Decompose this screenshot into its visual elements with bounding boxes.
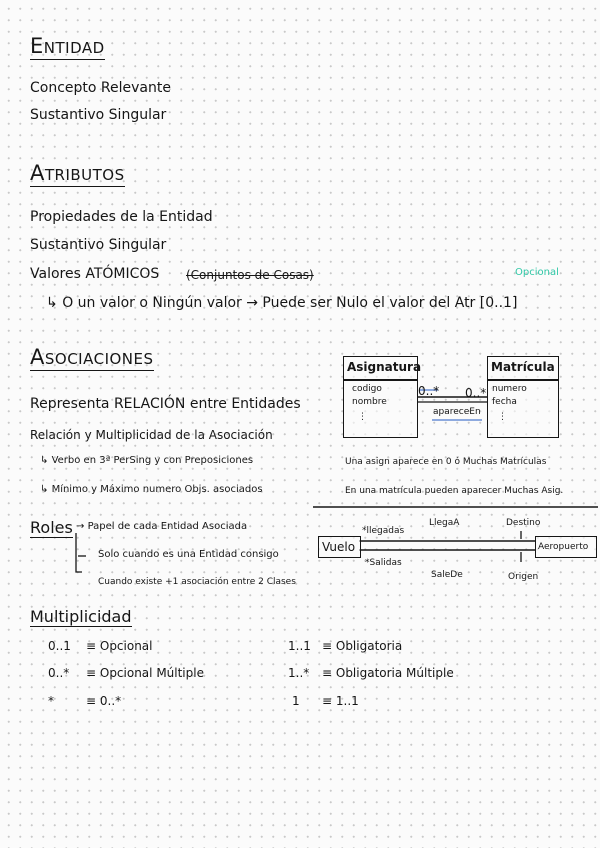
uml-attr-ellipsis: ⋮ <box>358 412 367 422</box>
mult-value: ≡ Obligatoria Múltiple <box>322 666 454 680</box>
roles-sub-1: Solo cuando es una Entidad consigo <box>98 549 279 560</box>
mult-key: 1..* <box>288 666 310 680</box>
roles-desc <box>76 522 247 532</box>
mult-key: 1..1 <box>288 639 311 653</box>
uml-mult-right: 0..* <box>465 386 487 400</box>
mult-value: ≡ Opcional <box>86 639 153 653</box>
assoc-saleDe: SaleDe <box>431 570 463 580</box>
uml-attr-fecha: fecha <box>492 397 517 407</box>
roles-sub-2: Cuando existe +1 asociación entre 2 Clases <box>98 577 296 587</box>
asociaciones-sub-1-text: Verbo en 3ª PerSing y con Preposiciones <box>51 455 254 466</box>
entidad-line-1: Concepto Relevante <box>30 80 171 96</box>
asociaciones-line-2: Relación y Multiplicidad de la Asociación <box>30 428 273 442</box>
opcional-label: Opcional <box>515 267 559 278</box>
uml-note-1: Una asign aparece en 0 ó Muchas Matrículas <box>345 457 547 467</box>
mult-key: 0..* <box>48 666 70 680</box>
role-origen: Origen <box>508 572 539 582</box>
asociaciones-line-1: Representa RELACIÓN entre Entidades <box>30 396 301 412</box>
heading-asociaciones: Asociaciones <box>30 345 154 369</box>
atributos-tachado: (Conjuntos de Cosas) <box>186 268 314 282</box>
mult-value: ≡ 0..* <box>86 694 122 708</box>
entidad-line-2: Sustantivo Singular <box>30 107 167 123</box>
arrow-l-icon: ↳ <box>40 484 52 495</box>
atributos-nulo-text: O un valor o Ningún valor → Puede ser Nulo el valor del Atr [0..1] <box>62 295 518 311</box>
uml-class-matricula-name: Matrícula <box>491 360 555 374</box>
assoc-llegaA: LlegaA <box>429 518 460 528</box>
heading-atributos: Atributos <box>30 161 125 185</box>
roles-bracket <box>76 533 82 572</box>
heading-entidad: Entidad <box>30 34 105 58</box>
roles-desc-text: Papel de cada Entidad Asociada <box>87 521 248 532</box>
arrow-right-icon: → <box>76 521 88 532</box>
uml-class-vuelo <box>318 536 361 558</box>
role-salidas: *Salidas <box>365 558 402 568</box>
uml-attr-codigo: codigo <box>352 384 382 394</box>
heading-multiplicidad: Multiplicidad <box>30 607 132 626</box>
uml-attr-nombre: nombre <box>352 397 387 407</box>
mult-value: ≡ Obligatoria <box>322 639 403 653</box>
uml-class-aeropuerto <box>535 536 597 558</box>
role-llegadas: *llegadas <box>362 526 405 536</box>
atributos-line-2: Sustantivo Singular <box>30 237 167 253</box>
asociaciones-sub-2-text: Mínimo y Máximo numero Objs. asociados <box>51 484 263 495</box>
mult-key: * <box>48 694 54 708</box>
uml-class-asignatura-name: Asignatura <box>347 360 422 374</box>
role-destino: Destino <box>506 518 541 528</box>
mult-value: ≡ 1..1 <box>322 694 359 708</box>
atributos-line-1: Propiedades de la Entidad <box>30 209 213 225</box>
heading-roles: Roles <box>30 518 73 537</box>
arrow-l-icon: ↳ <box>46 295 63 311</box>
uml-class-vuelo-name: Vuelo <box>322 540 356 554</box>
uml-class-aeropuerto-name: Aeropuerto <box>538 542 589 552</box>
mult-key: 1 <box>292 694 300 708</box>
uml-attr-numero: numero <box>492 384 527 394</box>
mult-key: 0..1 <box>48 639 71 653</box>
uml-mult-left: 0..* <box>418 384 440 398</box>
uml-note-2: En una matrícula pueden aparecer Muchas Asig. <box>345 486 564 496</box>
uml-assoc-name: apareceEn <box>433 407 481 417</box>
mult-value: ≡ Opcional Múltiple <box>86 666 204 680</box>
atributos-valores: Valores ATÓMICOS <box>30 266 160 282</box>
uml-attr-ellipsis: ⋮ <box>498 412 507 422</box>
arrow-l-icon: ↳ <box>40 455 52 466</box>
